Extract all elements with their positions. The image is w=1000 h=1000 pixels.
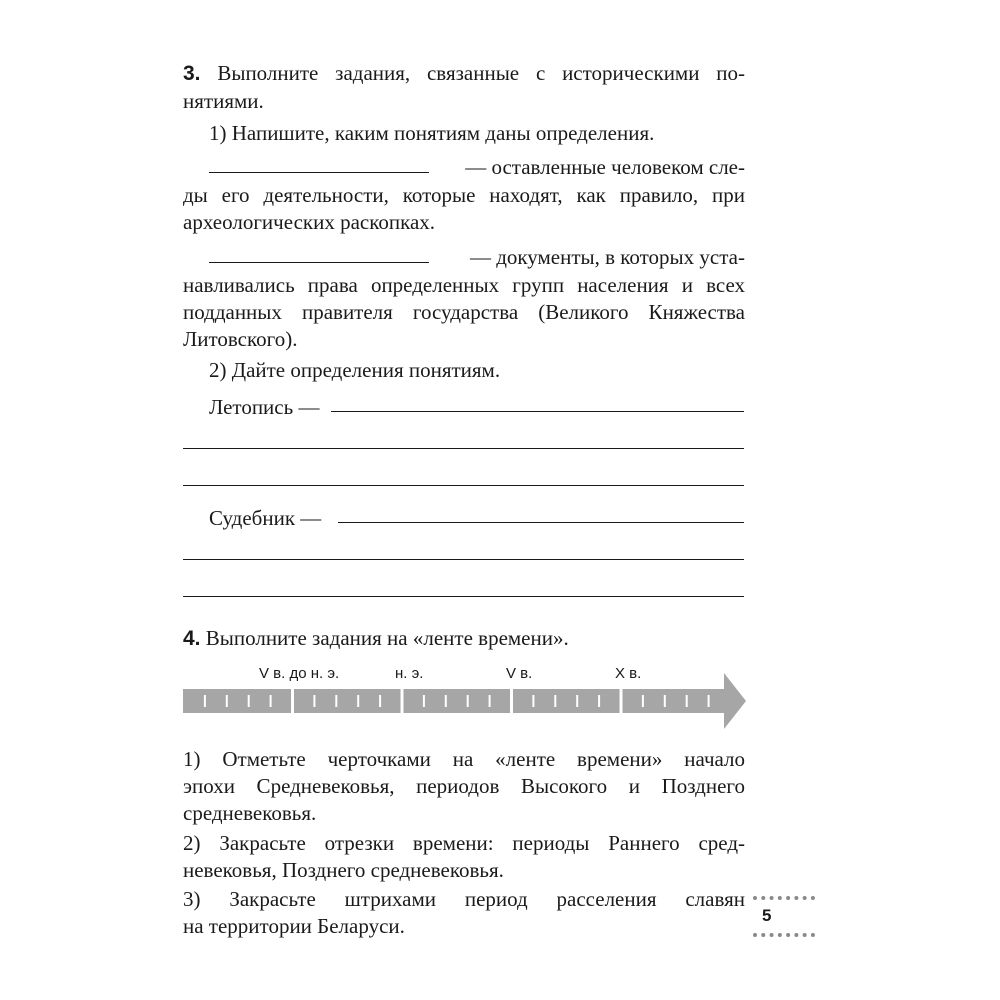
task3-def2-line2: навливались права определенных групп населения и всех (183, 273, 745, 297)
answer-line-letopis-2[interactable] (183, 448, 744, 449)
task3-title-text: Выполните задания, связанные с историческими по- (217, 61, 746, 85)
def1-text-1: — оставленные человеком сле- (465, 155, 745, 179)
answer-line-letopis-1[interactable] (331, 411, 744, 412)
task4-number: 4. (183, 627, 201, 650)
timeline-arrow (183, 673, 746, 729)
answer-blank-2[interactable] (209, 244, 429, 263)
task3-def2-line4: Литовского). (183, 327, 298, 351)
task3-def1-line3: археологических раскопках. (183, 210, 436, 234)
answer-line-sudebnik-2[interactable] (183, 559, 744, 560)
task4-title-text: Выполните задания на «ленте времени». (205, 626, 569, 650)
task3-title-line2: нятиями. (183, 89, 264, 113)
task4-item1-line1: 1) Отметьте черточками на «ленте времени» начало (183, 747, 745, 771)
timeline-label-10c: X в. (615, 665, 642, 682)
task3-def1-line1 (209, 154, 745, 180)
task3-number: 3. (183, 62, 201, 85)
task3-subtask1: 1) Напишите, каким понятиям даны определения. (209, 121, 655, 145)
task4-item1-line2: эпохи Средневековья, периодов Высокого и Позднего (183, 774, 745, 798)
task4-item3-line2: на территории Беларуси. (183, 914, 405, 938)
task4-item2-line1: 2) Закрасьте отрезки времени: периоды Раннего сред- (183, 831, 745, 855)
task4-item3-line1: 3) Закрасьте штрихами период расселения славян (183, 887, 745, 911)
answer-blank-1[interactable] (209, 154, 429, 173)
task3-def1-line2: ды его деятельности, которые находят, как правило, при (183, 183, 745, 207)
answer-line-sudebnik-1[interactable] (338, 522, 744, 523)
timeline-label-ad: н. э. (395, 665, 424, 682)
task4-title (183, 625, 569, 652)
page-number: 5 (762, 906, 772, 925)
answer-line-letopis-3[interactable] (183, 485, 744, 486)
task3-def2-line1 (209, 244, 745, 270)
task4-item1-line3: средневековья. (183, 801, 317, 825)
answer-line-sudebnik-3[interactable] (183, 596, 744, 597)
task3-subtask2: 2) Дайте определения понятиям. (209, 358, 501, 382)
timeline-ribbon[interactable] (180, 668, 750, 734)
term-sudebnik: Судебник — (209, 506, 322, 530)
def2-text-1: — документы, в которых уста- (469, 245, 745, 269)
task3-def2-line3: подданных правителя государства (Великого Княжества (183, 300, 745, 324)
timeline-label-5c: V в. (506, 665, 533, 682)
term-letopis: Летопись — (209, 395, 320, 419)
task4-item2-line2: невековья, Позднего средневековья. (183, 858, 504, 882)
timeline-label-5bc: V в. до н. э. (259, 665, 340, 682)
page-number-dots-bottom (753, 933, 815, 937)
task3-title-line1 (183, 60, 745, 87)
page-number-dots-top (753, 896, 815, 900)
